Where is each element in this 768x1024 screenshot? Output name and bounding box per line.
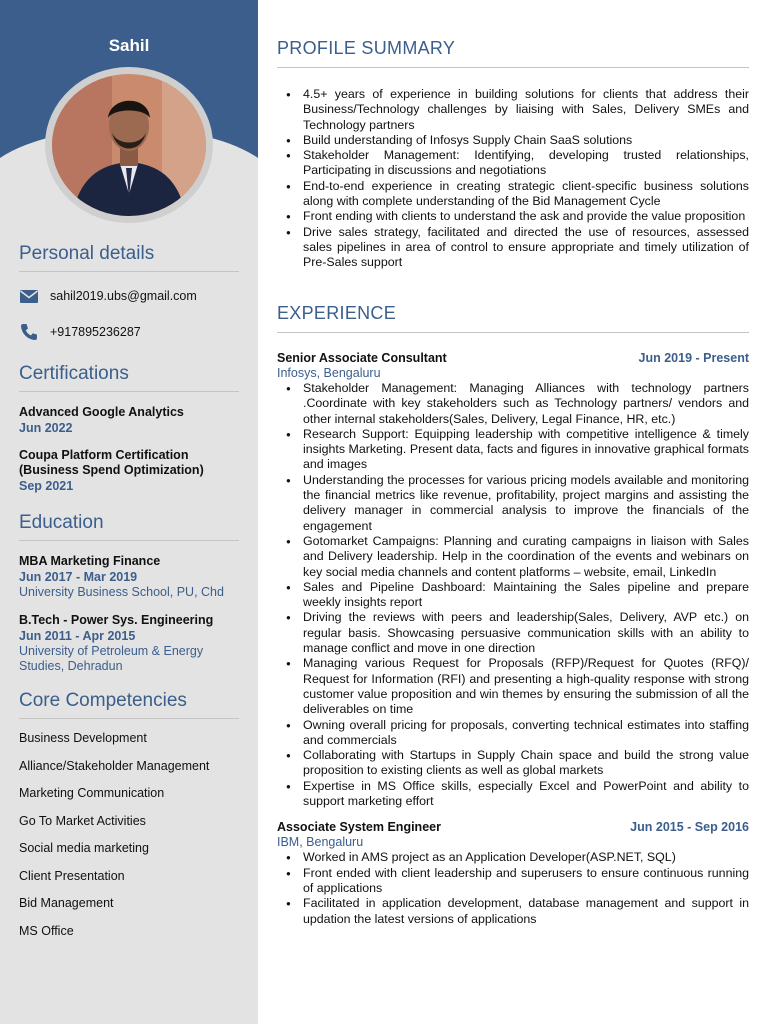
competency-item: Marketing Communication <box>19 786 165 800</box>
education-degree: B.Tech - Power Sys. Engineering <box>19 613 214 627</box>
certification-title: Coupa Platform Certification (Business Spend Optimization) <box>19 448 204 477</box>
job-entry <box>277 820 749 926</box>
job-bullet: ● Facilitated in application development, database management and support in updation the latest versions of applications <box>277 896 749 927</box>
competencies-list <box>19 725 239 945</box>
job-bullets <box>277 381 749 809</box>
phone-text: +917895236287 <box>50 325 141 339</box>
summary-bullet: ● 4.5+ years of experience in building solutions for clients that address their Business/Technology challenges by liaising with Sales, Delivery SMEs and Technology partners <box>277 87 749 133</box>
job-dates: Jun 2019 - Present <box>638 351 749 365</box>
job-entry <box>277 351 749 809</box>
phone-row <box>19 322 239 342</box>
profile-summary-section <box>277 38 749 271</box>
education-school: University Business School, PU, Chd <box>19 585 224 599</box>
job-bullet: ● Front ended with client leadership and superusers to ensure continuous running of applications <box>277 866 749 897</box>
job-bullet: ● Stakeholder Management: Managing Alliances with technology partners .Coordinate with key stakeholders such as Technology partners/ vendors and other internal stakeholders(Sales, Delivery, Legal Finance, HR, etc.) <box>277 381 749 427</box>
job-bullet: ● Gotomarket Campaigns: Planning and curating campaigns in liaison with Sales and Delivery leadership. Help in the coordination of the events and webinars on key social media channels and content platforms – website, email, LinkedIn <box>277 534 749 580</box>
job-title: Senior Associate Consultant <box>277 351 447 365</box>
profile-summary-heading: PROFILE SUMMARY <box>277 38 749 68</box>
education-school: University of Petroleum & Energy Studies, Dehradun <box>19 644 204 673</box>
education-item <box>19 553 239 600</box>
competency-item: MS Office <box>19 923 74 938</box>
envelope-icon <box>19 286 39 306</box>
summary-bullet: ● End-to-end experience in creating strategic client-specific business solutions along with complete understanding of the Bid Management Cycle <box>277 179 749 210</box>
job-bullet: ● Owning overall pricing for proposals, converting technical estimates into staffing and commercials <box>277 718 749 749</box>
job-bullet: ● Research Support: Equipping leadership with competitive intelligence & timely insights Marketing. Present data, facts and figures in innovative graphical formats and images <box>277 427 749 473</box>
competencies-section <box>19 690 239 945</box>
candidate-name: Sahil <box>108 36 150 55</box>
experience-section <box>277 303 749 927</box>
phone-icon <box>19 322 39 342</box>
certification-title: Advanced Google Analytics <box>19 405 184 419</box>
certification-date: Sep 2021 <box>19 479 74 493</box>
personal-details-section <box>19 243 239 342</box>
education-date: Jun 2017 - Mar 2019 <box>19 570 138 584</box>
profile-summary-list <box>277 87 749 271</box>
summary-bullet: ● Front ending with clients to understand the ask and provide the value proposition <box>277 209 749 224</box>
email-text: sahil2019.ubs@gmail.com <box>50 289 197 303</box>
job-bullet: ● Managing various Request for Proposals (RFP)/Request for Quotes (RFQ)/ Request for Information (RFI) and presenting a high-quality response with strong customer value proposition and win themes by ensuring the submission of all the deliverables on time <box>277 656 749 717</box>
competency-item: Client Presentation <box>19 868 125 883</box>
profile-photo <box>52 74 206 216</box>
job-bullets <box>277 850 749 926</box>
job-bullet: ● Expertise in MS Office skills, especially Excel and PowerPoint and ability to support marketing effort <box>277 779 749 810</box>
job-company: Infosys, Bengaluru <box>277 366 381 380</box>
job-bullet: ● Sales and Pipeline Dashboard: Maintaining the Sales pipeline and prepare weekly insights report <box>277 580 749 611</box>
summary-bullet: ● Stakeholder Management: Identifying, developing trusted relationships, Participating in discussions and negotiations <box>277 148 749 179</box>
certification-item <box>19 448 239 494</box>
job-bullet: ● Driving the reviews with peers and leadership(Sales, Delivery, AVP etc.) on regular basis. Showcasing persuasive communication skills with an ability to manage conflict and move in one direction <box>277 610 749 656</box>
email-row <box>19 286 239 306</box>
competency-item: Business Development <box>19 731 147 745</box>
summary-bullet: ● Drive sales strategy, facilitated and directed the use of resources, assessed sales pipelines in area of control to ensure appropriate and timely utilization of Pre-Sales support <box>277 225 749 271</box>
competency-item: Alliance/Stakeholder Management <box>19 758 210 773</box>
profile-photo-frame <box>45 67 213 223</box>
certification-item <box>19 405 239 436</box>
education-degree: MBA Marketing Finance <box>19 554 161 568</box>
education-section <box>19 512 239 674</box>
sidebar <box>0 0 258 1024</box>
competencies-heading: Core Competencies <box>19 690 239 719</box>
job-dates: Jun 2015 - Sep 2016 <box>630 820 749 835</box>
education-date: Jun 2011 - Apr 2015 <box>19 629 136 643</box>
competency-item: Go To Market Activities <box>19 813 146 828</box>
job-bullet: ● Worked in AMS project as an Application Developer(ASP.NET, SQL) <box>277 850 749 865</box>
certifications-heading: Certifications <box>19 363 239 392</box>
job-header <box>277 351 749 366</box>
education-heading: Education <box>19 512 239 541</box>
certification-date: Jun 2022 <box>19 421 73 435</box>
education-item <box>19 612 239 674</box>
competency-item: Bid Management <box>19 896 114 910</box>
summary-bullet: ● Build understanding of Infosys Supply Chain SaaS solutions <box>277 133 749 148</box>
job-bullet: ● Understanding the processes for various pricing models available and monitoring the financial metrics like revenue, profitability, project margins and assisting the delivery manager in commercial analysis to improve the financials of the engagement <box>277 473 749 534</box>
job-header <box>277 820 749 835</box>
job-company: IBM, Bengaluru <box>277 835 364 850</box>
job-title: Associate System Engineer <box>277 820 441 835</box>
job-bullet: ● Collaborating with Startups in Supply Chain space and build the strong value proposition to existing clients as well as global markets <box>277 748 749 779</box>
competency-item: Social media marketing <box>19 841 149 855</box>
experience-heading: EXPERIENCE <box>277 303 749 333</box>
certifications-section <box>19 363 239 494</box>
personal-details-heading: Personal details <box>19 243 239 272</box>
